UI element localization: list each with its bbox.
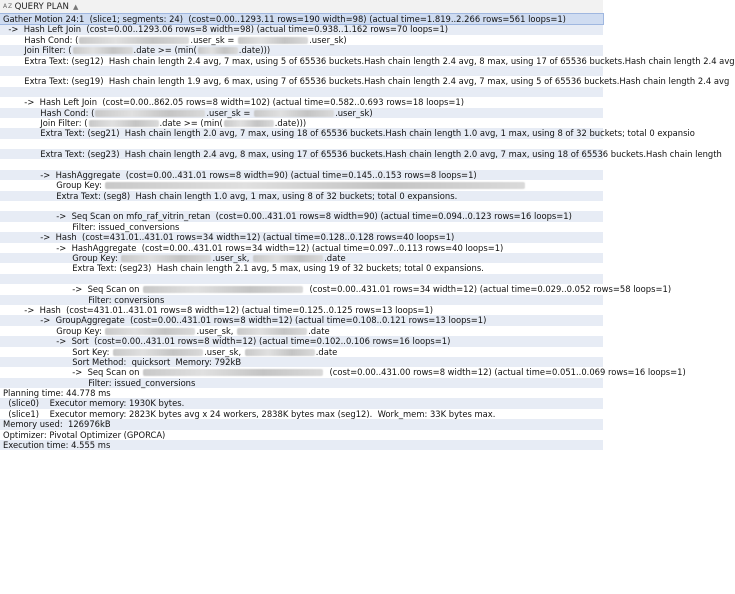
redacted-text — [95, 110, 205, 117]
row-text: Memory used: 126976kB — [3, 419, 111, 430]
row-text: (slice0) Executor memory: 1930K bytes. — [3, 398, 185, 409]
redacted-text — [143, 286, 303, 293]
row-text-tail: .date — [315, 346, 338, 357]
redacted-text — [238, 37, 308, 44]
table-row[interactable] — [0, 24, 603, 34]
redacted-text — [73, 47, 133, 54]
table-row[interactable] — [0, 149, 722, 160]
row-text-tail: .user_sk, — [204, 346, 244, 357]
table-row[interactable] — [0, 367, 686, 378]
row-text-tail: .user_sk, — [212, 252, 253, 263]
redacted-text — [224, 120, 274, 127]
row-text-tail: .date >= (min( — [133, 45, 197, 56]
row-text: Gather Motion 24:1 (slice1; segments: 24) (cost=0.00..1293.11 rows=190 width=98) (actual time=1.819..2.266 rows=561 loops=1) — [3, 14, 566, 24]
table-row[interactable] — [0, 97, 603, 107]
row-text: Sort Key: — [3, 346, 113, 357]
row-text: Filter: conversions — [3, 294, 165, 305]
table-row[interactable] — [0, 440, 603, 450]
redacted-text — [198, 47, 238, 54]
table-row[interactable] — [0, 243, 603, 253]
row-text: Planning time: 44.778 ms — [3, 388, 111, 399]
row-text-tail: .user_sk, — [196, 325, 237, 336]
row-text: Join Filter: ( — [3, 45, 72, 56]
row-text: -> HashAggregate (cost=0.00..431.01 rows=34 width=12) (actual time=0.097..0.113 rows=40 loops=1) — [3, 242, 504, 253]
table-row[interactable] — [0, 118, 603, 128]
row-text: Filter: issued_conversions — [3, 377, 196, 388]
row-text: -> Hash Left Join (cost=0.00..862.05 rows=8 width=102) (actual time=0.582..0.693 rows=18 loops=1) — [3, 97, 465, 108]
table-row[interactable] — [0, 336, 603, 346]
redacted-text — [89, 120, 159, 127]
table-row[interactable] — [0, 139, 603, 149]
row-text: Extra Text: (seg23) Hash chain length 2.4 avg, 8 max, using 17 of 65536 buckets.Hash chain length 2.0 avg, 7 max, using 18 of 65536 buckets.Hash chain length — [3, 149, 722, 160]
row-text: -> Hash (cost=431.01..431.01 rows=34 width=12) (actual time=0.128..0.128 rows=40 loops=1) — [3, 232, 455, 243]
row-text-tail: .date))) — [274, 117, 307, 128]
table-row[interactable] — [0, 14, 603, 24]
row-text: Optimizer: Pivotal Optimizer (GPORCA) — [3, 429, 166, 440]
table-row[interactable] — [0, 284, 672, 295]
row-text-tail: (cost=0.00..431.01 rows=34 width=12) (actual time=0.029..0.052 rows=58 loops=1) — [304, 284, 672, 295]
row-text: -> Hash (cost=431.01..431.01 rows=8 width=12) (actual time=0.125..0.125 rows=13 loops=1) — [3, 304, 434, 315]
table-row[interactable] — [0, 295, 603, 305]
table-row[interactable] — [0, 222, 603, 232]
redacted-text — [253, 255, 323, 262]
table-row[interactable] — [0, 378, 603, 388]
table-row[interactable] — [0, 253, 603, 263]
row-text-tail: (cost=0.00..431.00 rows=8 width=12) (actual time=0.051..0.069 rows=16 loops=1) — [324, 367, 686, 378]
redacted-text — [254, 110, 334, 117]
table-row[interactable] — [0, 347, 603, 357]
table-row[interactable] — [0, 87, 603, 97]
table-row[interactable] — [0, 398, 603, 408]
column-header-query-plan[interactable] — [0, 0, 603, 14]
az-sort-icon: A Z — [3, 2, 12, 10]
row-text: Group Key: — [3, 325, 105, 336]
row-text: Extra Text: (seg21) Hash chain length 2.0 avg, 7 max, using 18 of 65536 buckets.Hash chain length 1.0 avg, 1 max, using 8 of 32 buckets; total 0 expansio — [3, 128, 695, 139]
table-row[interactable] — [0, 170, 603, 180]
row-text-tail: .date >= (min( — [159, 117, 223, 128]
row-text: Hash Cond: ( — [3, 107, 95, 118]
table-row[interactable] — [0, 419, 603, 429]
row-text-tail: .date))) — [238, 45, 271, 56]
row-text-tail: .date — [308, 325, 330, 336]
row-text: -> HashAggregate (cost=0.00..431.01 rows=8 width=90) (actual time=0.145..0.153 rows=8 loops=1) — [3, 169, 477, 180]
table-row[interactable] — [0, 305, 603, 315]
row-text: -> Seq Scan on — [3, 284, 143, 295]
row-text: Filter: issued_conversions — [3, 221, 180, 232]
row-text-tail: .user_sk = — [206, 107, 254, 118]
row-text: Extra Text: (seg19) Hash chain length 1.9 avg, 6 max, using 7 of 65536 buckets.Hash chain length 2.4 avg, 7 max, using 5 of 65536 buckets.Hash chain length 2.4 avg — [3, 76, 730, 87]
table-row[interactable] — [0, 409, 603, 419]
row-text: -> Seq Scan on mfo_raf_vitrin_retan (cost=0.00..431.01 rows=8 width=90) (actual time=0.094..0.123 rows=16 loops=1) — [3, 211, 572, 222]
row-text: Group Key: — [3, 180, 105, 191]
table-row[interactable] — [0, 180, 603, 190]
row-text: -> Seq Scan on — [3, 367, 143, 378]
table-row[interactable] — [0, 274, 603, 284]
row-text: Extra Text: (seg23) Hash chain length 2.1 avg, 5 max, using 19 of 32 buckets; total 0 expansions. — [3, 263, 484, 274]
table-row[interactable] — [0, 66, 603, 76]
table-row[interactable] — [0, 35, 603, 45]
row-text: Extra Text: (seg12) Hash chain length 2.4 avg, 7 max, using 5 of 65536 buckets.Hash chain length 2.4 avg, 8 max, using 17 of 65536 buckets.Hash chain length 2.4 avg — [3, 55, 735, 66]
triangle-up-icon[interactable]: ▲ — [73, 2, 79, 11]
table-row[interactable] — [0, 388, 603, 398]
row-text: (slice1) Executor memory: 2823K bytes avg x 24 workers, 2838K bytes max (seg12). Work_mem: 33K bytes max. — [3, 408, 496, 419]
table-row[interactable] — [0, 232, 603, 242]
row-text: -> Hash Left Join (cost=0.00..1293.06 rows=8 width=98) (actual time=0.938..1.162 rows=70 loops=1) — [3, 24, 449, 35]
table-row[interactable] — [0, 45, 603, 55]
row-text: Group Key: — [3, 252, 121, 263]
table-row[interactable] — [0, 76, 730, 87]
table-row[interactable] — [0, 357, 603, 367]
row-text-tail: .date — [324, 252, 346, 263]
table-row[interactable] — [0, 201, 603, 211]
redacted-text — [79, 37, 189, 44]
row-text: Extra Text: (seg8) Hash chain length 1.0 avg, 1 max, using 8 of 32 buckets; total 0 expansions. — [3, 190, 458, 201]
redacted-text — [105, 328, 195, 335]
redacted-text — [121, 255, 211, 262]
row-text: -> Sort (cost=0.00..431.01 rows=8 width=12) (actual time=0.102..0.106 rows=16 loops=1) — [3, 336, 451, 347]
result-rows — [0, 14, 735, 451]
row-text: Hash Cond: ( — [3, 34, 79, 45]
row-text: Sort Method: quicksort Memory: 792kB — [3, 356, 242, 367]
table-row[interactable] — [0, 55, 735, 66]
row-text-tail: .user_sk) — [335, 107, 373, 118]
redacted-text — [113, 349, 203, 356]
row-text: -> GroupAggregate (cost=0.00..431.01 rows=8 width=12) (actual time=0.108..0.121 rows=13 loops=1) — [3, 315, 487, 326]
row-text-tail: .user_sk = — [190, 34, 238, 45]
table-row[interactable] — [0, 211, 603, 221]
table-row[interactable] — [0, 191, 603, 201]
table-row[interactable] — [0, 108, 603, 118]
redacted-text — [237, 328, 307, 335]
row-text-tail: .user_sk) — [309, 34, 347, 45]
table-row[interactable] — [0, 128, 695, 139]
row-text: Execution time: 4.555 ms — [3, 440, 111, 451]
table-row[interactable] — [0, 430, 603, 440]
table-row[interactable] — [0, 159, 603, 169]
row-text: Join Filter: ( — [3, 117, 88, 128]
redacted-text — [143, 369, 323, 376]
redacted-text — [245, 349, 315, 356]
table-row[interactable] — [0, 315, 603, 325]
table-row[interactable] — [0, 263, 603, 273]
column-title: QUERY PLAN — [14, 1, 69, 12]
redacted-text — [105, 182, 525, 189]
table-row[interactable] — [0, 326, 603, 336]
